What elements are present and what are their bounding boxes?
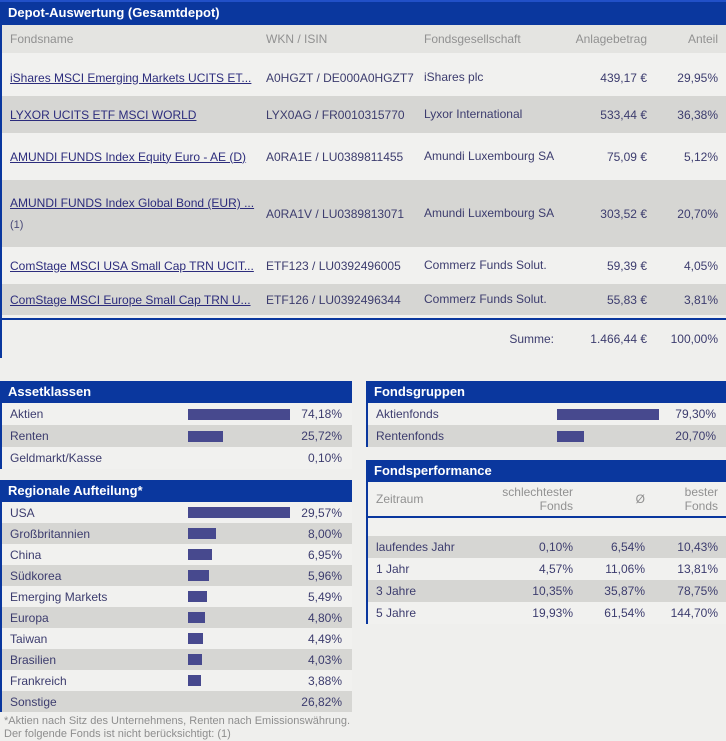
fund-company: Lyxor International	[424, 107, 523, 121]
panel-row	[2, 565, 352, 586]
table-row	[2, 59, 726, 96]
percent-bar	[188, 612, 205, 623]
summary-share: 100,00%	[670, 332, 718, 346]
fund-amount: 303,52 €	[600, 206, 647, 221]
panel-row	[2, 425, 352, 447]
row-value: 26,82%	[301, 694, 342, 709]
regional-allocation-panel	[0, 480, 352, 741]
row-label: Emerging Markets	[10, 589, 108, 604]
row-value: 74,18%	[301, 407, 342, 421]
fund-share: 4,05%	[683, 258, 718, 273]
worst-value: 10,35%	[532, 584, 573, 598]
fund-wkn-isin: A0RA1V / LU0389813071	[266, 206, 405, 221]
percent-bar	[188, 431, 223, 442]
row-value: 8,00%	[307, 526, 342, 541]
performance-column-header	[368, 482, 726, 518]
summary-label: Summe:	[509, 332, 554, 346]
panel-row	[2, 502, 352, 523]
percent-bar	[188, 633, 203, 644]
fund-wkn-isin: A0HGZT / DE000A0HGZT7	[266, 70, 414, 85]
table-column-header	[2, 25, 726, 53]
percent-bar	[188, 591, 207, 602]
row-value: 79,30%	[675, 407, 716, 421]
column-header-fondsname: Fondsname	[10, 32, 74, 46]
table-row	[2, 247, 726, 284]
row-label: Sonstige	[10, 694, 57, 709]
asset-classes-title: Assetklassen	[0, 381, 352, 403]
row-label: Großbritannien	[10, 526, 91, 541]
regional-footnote-1: *Aktien nach Sitz des Unternehmens, Renten nach Emissionswährung.	[4, 715, 351, 727]
column-header-best-fund: bester Fonds	[684, 485, 718, 513]
percent-bar	[188, 507, 290, 518]
regional-allocation-title: Regionale Aufteilung*	[0, 480, 352, 502]
fund-share: 3,81%	[683, 292, 718, 307]
performance-row	[368, 580, 726, 602]
period-label: 1 Jahr	[376, 562, 410, 576]
row-label: Aktien	[10, 407, 44, 421]
row-label: Aktienfonds	[376, 407, 439, 421]
fund-link[interactable]: AMUNDI FUNDS Index Equity Euro - AE (D)	[10, 149, 247, 164]
row-value: 5,49%	[307, 589, 342, 604]
column-header-wkn-isin: WKN / ISIN	[266, 32, 328, 46]
row-label: Rentenfonds	[376, 429, 445, 443]
avg-value: 6,54%	[610, 540, 645, 554]
fund-footnote-marker: (1)	[10, 219, 24, 231]
fund-amount: 75,09 €	[606, 149, 647, 164]
row-value: 25,72%	[301, 429, 342, 443]
avg-value: 11,06%	[605, 562, 645, 576]
worst-value: 4,57%	[538, 562, 573, 576]
row-label: Europa	[10, 610, 49, 625]
analysis-panels	[0, 381, 726, 741]
percent-bar	[188, 654, 202, 665]
fund-amount: 59,39 €	[606, 258, 647, 273]
best-value: 10,43%	[677, 540, 718, 554]
row-label: China	[10, 547, 42, 562]
fund-wkn-isin: LYX0AG / FR0010315770	[266, 107, 405, 122]
period-label: laufendes Jahr	[376, 540, 455, 554]
column-header-fondsgesellschaft: Fondsgesellschaft	[424, 32, 521, 46]
page-title: Depot-Auswertung (Gesamtdepot)	[0, 0, 726, 25]
row-value: 4,80%	[307, 610, 342, 625]
summary-row	[2, 320, 726, 358]
fund-wkn-isin: ETF126 / LU0392496344	[266, 292, 401, 307]
performance-row	[368, 602, 726, 624]
fund-amount: 55,83 €	[606, 292, 647, 307]
row-value: 20,70%	[675, 429, 716, 443]
fund-company: Commerz Funds Solut.	[424, 258, 547, 272]
panel-row	[368, 425, 726, 447]
fund-performance-title: Fondsperformance	[366, 460, 726, 482]
fund-link[interactable]: AMUNDI FUNDS Index Global Bond (EUR) ...	[10, 196, 255, 210]
percent-bar	[557, 409, 659, 420]
table-row	[2, 96, 726, 133]
best-value: 144,70%	[670, 606, 718, 620]
row-value: 5,96%	[307, 568, 342, 583]
row-value: 3,88%	[307, 673, 342, 688]
fund-share: 20,70%	[677, 206, 718, 221]
panel-row	[2, 628, 352, 649]
fund-company: Commerz Funds Solut.	[424, 292, 547, 306]
fund-groups-panel	[366, 381, 726, 447]
best-value: 78,75%	[677, 584, 718, 598]
panel-row	[2, 544, 352, 565]
fund-company: iShares plc	[424, 70, 484, 84]
fund-share: 29,95%	[677, 70, 718, 85]
fund-company: Amundi Luxembourg SA	[424, 149, 555, 163]
percent-bar	[188, 409, 290, 420]
fund-link[interactable]: LYXOR UCITS ETF MSCI WORLD	[10, 107, 197, 122]
column-header-zeitraum: Zeitraum	[376, 492, 424, 506]
panel-row	[2, 586, 352, 607]
fund-share: 36,38%	[677, 107, 718, 122]
fund-amount: 533,44 €	[600, 107, 647, 122]
panel-row	[2, 403, 352, 425]
asset-classes-panel	[0, 381, 352, 469]
fund-link[interactable]: ComStage MSCI USA Small Cap TRN UCIT...	[10, 258, 254, 273]
fund-wkn-isin: A0RA1E / LU0389811455	[266, 149, 404, 164]
fund-groups-title: Fondsgruppen	[366, 381, 726, 403]
row-label: Frankreich	[10, 673, 67, 688]
fund-link[interactable]: iShares MSCI Emerging Markets UCITS ET...	[10, 70, 252, 85]
column-header-anteil: Anteil	[687, 32, 718, 46]
percent-bar	[188, 528, 216, 539]
percent-bar	[188, 675, 201, 686]
avg-value: 61,54%	[604, 606, 645, 620]
row-label: Brasilien	[10, 652, 57, 667]
panel-row	[2, 607, 352, 628]
row-label: Renten	[10, 429, 49, 443]
row-label: Taiwan	[10, 631, 48, 646]
avg-value: 35,87%	[604, 584, 645, 598]
percent-bar	[557, 431, 584, 442]
row-label: Südkorea	[10, 568, 62, 583]
worst-value: 0,10%	[538, 540, 573, 554]
row-value: 4,49%	[307, 631, 342, 646]
regional-footnote-2: Der folgende Fonds ist nicht berücksichtigt: (1)	[4, 728, 231, 740]
row-value: 6,95%	[307, 547, 342, 562]
fund-link[interactable]: ComStage MSCI Europe Small Cap TRN U...	[10, 292, 251, 307]
depot-table-section	[0, 0, 726, 358]
row-label: Geldmarkt/Kasse	[10, 451, 103, 465]
fund-share: 5,12%	[683, 149, 718, 164]
column-header-anlagebetrag: Anlagebetrag	[575, 32, 647, 46]
percent-bar	[188, 549, 212, 560]
worst-value: 19,93%	[532, 606, 573, 620]
panel-row	[2, 670, 352, 691]
fund-amount: 439,17 €	[600, 70, 647, 85]
percent-bar	[188, 570, 209, 581]
row-label: USA	[10, 505, 35, 520]
column-header-average: Ø	[635, 492, 645, 506]
table-row	[2, 180, 726, 247]
row-value: 4,03%	[307, 652, 342, 667]
column-header-worst-fund: schlechtester Fonds	[502, 485, 573, 513]
spacer	[368, 518, 726, 536]
panel-row	[2, 691, 352, 712]
summary-amount: 1.466,44 €	[590, 332, 647, 346]
panel-row	[2, 447, 352, 469]
period-label: 5 Jahre	[376, 606, 417, 620]
row-value: 29,57%	[301, 505, 342, 520]
performance-row	[368, 558, 726, 580]
period-label: 3 Jahre	[376, 584, 417, 598]
row-value: 0,10%	[307, 451, 342, 465]
performance-row	[368, 536, 726, 558]
panel-row	[2, 523, 352, 544]
table-row	[2, 133, 726, 180]
fund-performance-panel	[366, 460, 726, 624]
panel-row	[2, 649, 352, 670]
best-value: 13,81%	[677, 562, 718, 576]
table-row	[2, 284, 726, 315]
panel-row	[368, 403, 726, 425]
fund-wkn-isin: ETF123 / LU0392496005	[266, 258, 401, 273]
fund-company: Amundi Luxembourg SA	[424, 206, 555, 220]
